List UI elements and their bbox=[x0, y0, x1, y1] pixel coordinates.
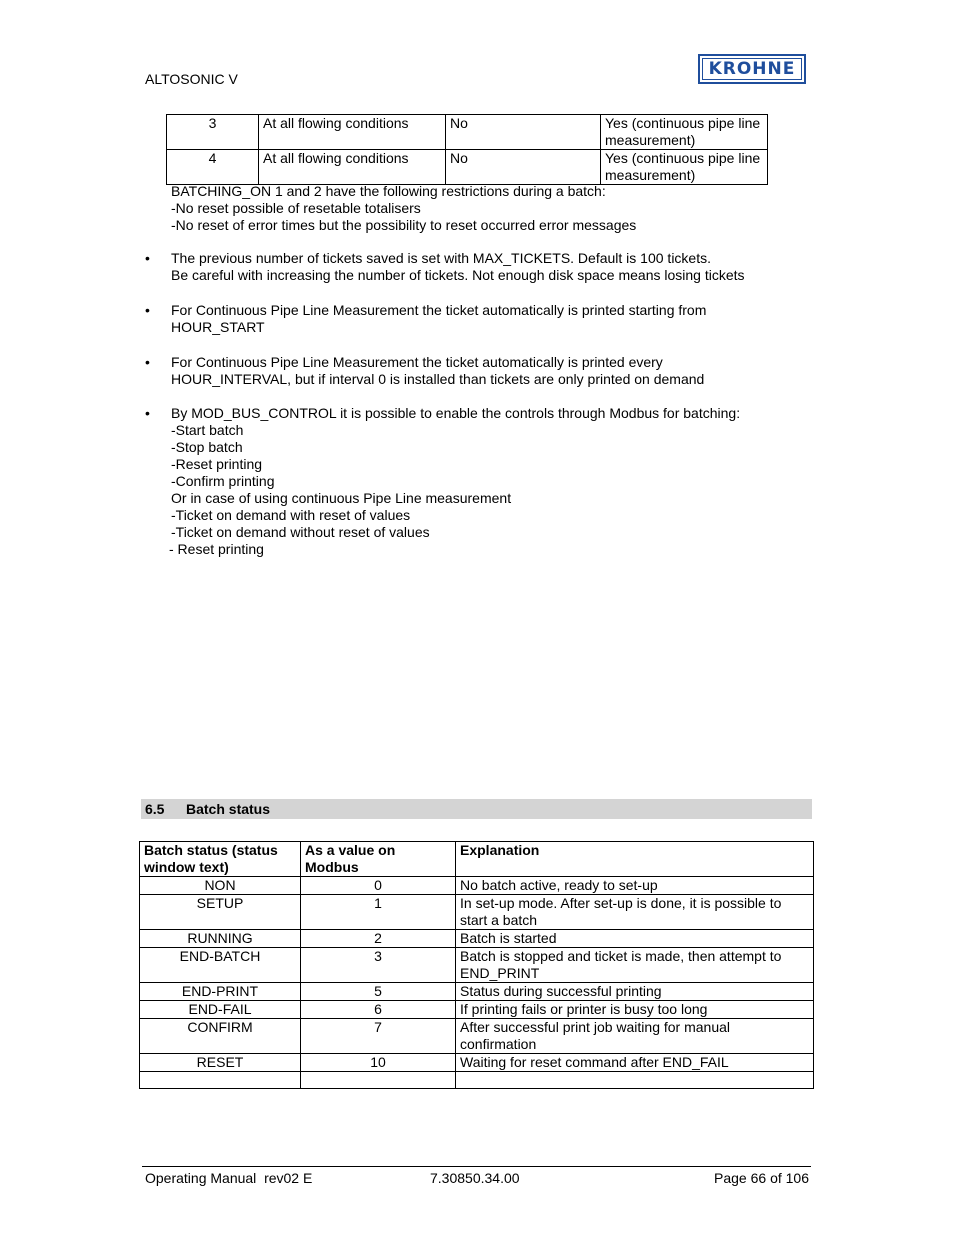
section-title: Batch status bbox=[186, 801, 271, 817]
bullet-line: Be careful with increasing the number of tickets. Not enough disk space means losing tickets bbox=[171, 267, 745, 283]
table-cell: Batch is started bbox=[456, 930, 814, 948]
table-cell: Status during successful printing bbox=[456, 983, 814, 1001]
krohne-logo bbox=[698, 54, 806, 84]
bullet-line: By MOD_BUS_CONTROL it is possible to enable the controls through Modbus for batching: bbox=[171, 405, 741, 421]
table-cell bbox=[456, 1072, 814, 1089]
conditions-table bbox=[166, 114, 768, 185]
table-row bbox=[140, 930, 814, 948]
bullet-line: -Ticket on demand with reset of values bbox=[171, 507, 411, 523]
table-row bbox=[167, 115, 768, 150]
table-cell: CONFIRM bbox=[140, 1019, 301, 1054]
logo-text: KROHNE bbox=[702, 58, 802, 80]
bullet-line: Or in case of using continuous Pipe Line measurement bbox=[171, 490, 512, 506]
table-cell: RUNNING bbox=[140, 930, 301, 948]
table-row bbox=[140, 948, 814, 983]
table-cell bbox=[301, 1072, 456, 1089]
table-cell: No bbox=[446, 115, 601, 150]
batch-status-table bbox=[139, 841, 814, 1089]
table-cell: 5 bbox=[301, 983, 456, 1001]
bullet-icon: • bbox=[145, 354, 150, 370]
table-row bbox=[140, 1019, 814, 1054]
table-cell: At all flowing conditions bbox=[259, 115, 446, 150]
column-header: As a value on Modbus bbox=[301, 842, 456, 877]
table-cell: 3 bbox=[167, 115, 259, 150]
note-line: BATCHING_ON 1 and 2 have the following restrictions during a batch: bbox=[171, 183, 606, 199]
table-cell: 1 bbox=[301, 895, 456, 930]
bullet-line: For Continuous Pipe Line Measurement the ticket automatically is printed starting from bbox=[171, 302, 707, 318]
table-cell: END-BATCH bbox=[140, 948, 301, 983]
table-cell: SETUP bbox=[140, 895, 301, 930]
bullet-line: HOUR_INTERVAL, but if interval 0 is installed than tickets are only printed on demand bbox=[171, 371, 705, 387]
table-row bbox=[140, 1054, 814, 1072]
bullet-line: -Confirm printing bbox=[171, 473, 275, 489]
table-cell: END-FAIL bbox=[140, 1001, 301, 1019]
note-line: -No reset of error times but the possibility to reset occurred error messages bbox=[171, 217, 637, 233]
table-cell: NON bbox=[140, 877, 301, 895]
table-cell: END-PRINT bbox=[140, 983, 301, 1001]
bullet-line: HOUR_START bbox=[171, 319, 265, 335]
table-cell: 6 bbox=[301, 1001, 456, 1019]
column-header: Batch status (status window text) bbox=[140, 842, 301, 877]
table-row bbox=[140, 895, 814, 930]
table-row bbox=[140, 1001, 814, 1019]
bullet-line: - Reset printing bbox=[169, 541, 264, 557]
table-cell: If printing fails or printer is busy too long bbox=[456, 1001, 814, 1019]
bullet-line: The previous number of tickets saved is set with MAX_TICKETS. Default is 100 tickets. bbox=[171, 250, 711, 266]
table-cell bbox=[140, 1072, 301, 1089]
bullet-icon: • bbox=[145, 405, 150, 421]
table-cell: 0 bbox=[301, 877, 456, 895]
table-cell: 2 bbox=[301, 930, 456, 948]
note-line: -No reset possible of resetable totalisers bbox=[171, 200, 421, 216]
table-cell: 7 bbox=[301, 1019, 456, 1054]
section-number: 6.5 bbox=[145, 801, 165, 817]
table-cell: At all flowing conditions bbox=[259, 150, 446, 185]
table-row bbox=[140, 983, 814, 1001]
bullet-line: -Start batch bbox=[171, 422, 244, 438]
table-row bbox=[140, 1072, 814, 1089]
table-cell: 4 bbox=[167, 150, 259, 185]
bullet-icon: • bbox=[145, 250, 150, 266]
footer-page-number: Page 66 of 106 bbox=[714, 1170, 809, 1186]
table-header-row bbox=[140, 842, 814, 877]
table-cell: 10 bbox=[301, 1054, 456, 1072]
bullet-line: -Stop batch bbox=[171, 439, 243, 455]
footer-document-number: 7.30850.34.00 bbox=[430, 1170, 520, 1186]
table-cell: In set-up mode. After set-up is done, it is possible to start a batch bbox=[456, 895, 814, 930]
table-cell: After successful print job waiting for manual confirmation bbox=[456, 1019, 814, 1054]
column-header: Explanation bbox=[456, 842, 814, 877]
document-header-title: ALTOSONIC V bbox=[145, 71, 238, 87]
footer-divider bbox=[142, 1166, 811, 1167]
table-cell: No batch active, ready to set-up bbox=[456, 877, 814, 895]
table-cell: Yes (continuous pipe line measurement) bbox=[601, 115, 768, 150]
table-cell: Waiting for reset command after END_FAIL bbox=[456, 1054, 814, 1072]
table-row bbox=[167, 150, 768, 185]
bullet-icon: • bbox=[145, 302, 150, 318]
table-cell: 3 bbox=[301, 948, 456, 983]
bullet-line: -Reset printing bbox=[171, 456, 263, 472]
table-cell: Batch is stopped and ticket is made, then attempt to END_PRINT bbox=[456, 948, 814, 983]
bullet-line: -Ticket on demand without reset of values bbox=[171, 524, 430, 540]
table-cell: RESET bbox=[140, 1054, 301, 1072]
table-cell: Yes (continuous pipe line measurement) bbox=[601, 150, 768, 185]
table-row bbox=[140, 877, 814, 895]
footer-manual-revision: Operating Manual rev02 E bbox=[145, 1170, 313, 1186]
table-cell: No bbox=[446, 150, 601, 185]
bullet-line: For Continuous Pipe Line Measurement the ticket automatically is printed every bbox=[171, 354, 663, 370]
batching-restrictions-notes bbox=[171, 183, 636, 234]
